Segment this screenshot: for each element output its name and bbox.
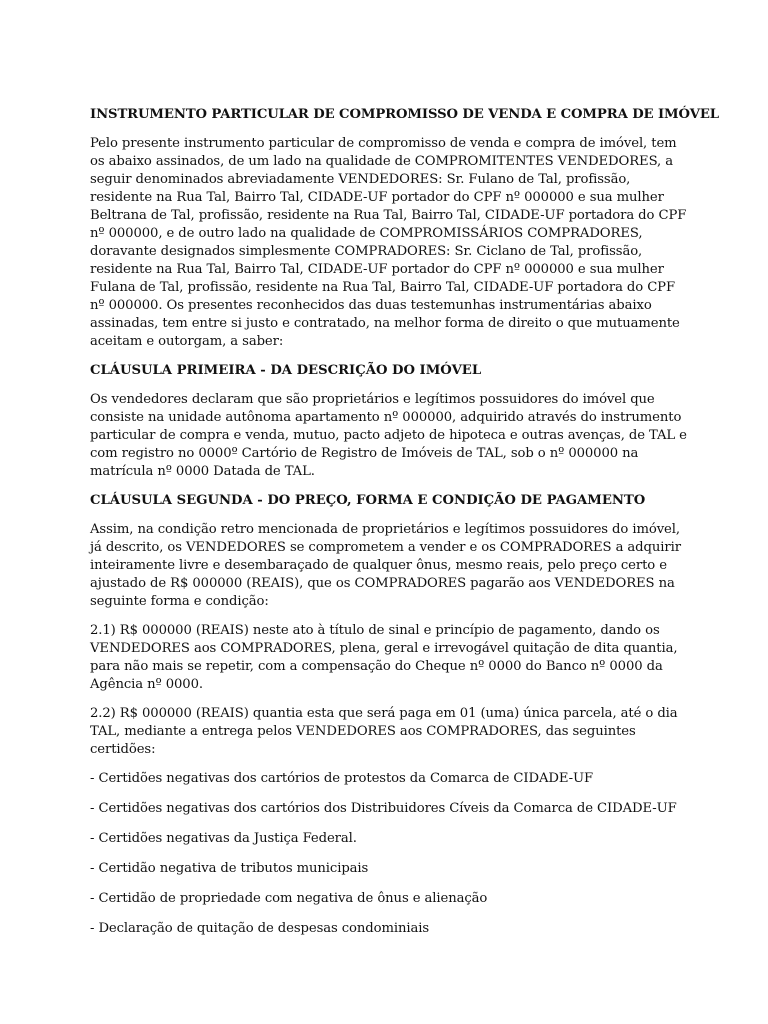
item-2-1-paragraph: 2.1) R$ 000000 (REAIS) neste ato à título de sinal e princípio de pagamento, dando os VENDEDORES aos COMPRADORES, plena, geral e irrevogável quitação de dita quantia, para não mais se repetir, com a compensação do Cheque nº 0000 do Banco nº 0000 da Agência nº 0000. [90,623,678,692]
clause-1-paragraph: Os vendedores declaram que são proprietários e legítimos possuidores do imóvel que consiste na unidade autônoma apartamento nº 000000, adquirido através do instrumento particular de compra e venda, mutuo, pacto adjeto de hipoteca e outras avenças, de TAL e com registro no 0000º Cartório de Registro de Imóveis de TAL, sob o nº 000000 na matrícula nº 0000 Datada de TAL. [90,392,687,479]
list-item: - Certidão de propriedade com negativa de ônus e alienação [90,891,488,906]
list-item: - Certidões negativas dos cartórios de protestos da Comarca de CIDADE-UF [90,771,594,786]
clause-1-heading: CLÁUSULA PRIMEIRA - DA DESCRIÇÃO DO IMÓVEL [90,363,482,378]
list-item: - Certidão negativa de tributos municipais [90,861,369,876]
item-2-2-paragraph: 2.2) R$ 000000 (REAIS) quantia esta que será paga em 01 (uma) única parcela, até o dia TAL, mediante a entrega pelos VENDEDORES aos COMPRADORES, das seguintes certidões: [90,706,678,757]
list-item: - Certidões negativas da Justiça Federal. [90,831,357,846]
document-page [90,106,719,950]
certificate-list [90,770,690,938]
clause-2-heading: CLÁUSULA SEGUNDA - DO PREÇO, FORMA E CONDIÇÃO DE PAGAMENTO [90,493,646,508]
intro-paragraph: Pelo presente instrumento particular de compromisso de venda e compra de imóvel, tem os abaixo assinados, de um lado na qualidade de COMPROMITENTES VENDEDORES, a seguir denominados abreviadamente VENDEDORES: Sr. Fulano de Tal, profissão, residente na Rua Tal, Bairro Tal, CIDADE-UF portador do CPF nº 000000 e sua mulher Beltrana de Tal, profissão, residente na Rua Tal, Bairro Tal, CIDADE-UF portadora do CPF nº 000000, e de outro lado na qualidade de COMPROMISSÁRIOS COMPRADORES, doravante designados simplesmente COMPRADORES: Sr. Ciclano de Tal, profissão, residente na Rua Tal, Bairro Tal, CIDADE-UF portador do CPF nº 000000 e sua mulher Fulana de Tal, profissão, residente na Rua Tal, Bairro Tal, CIDADE-UF portadora do CPF nº 000000. Os presentes reconhecidos das duas testemunhas instrumentárias abaixo assinadas, tem entre si justo e contratado, na melhor forma de direito o que mutuamente aceitam e outorgam, a saber: [90,136,687,349]
document-title: INSTRUMENTO PARTICULAR DE COMPROMISSO DE VENDA E COMPRA DE IMÓVEL [90,107,719,122]
clause-2-paragraph: Assim, na condição retro mencionada de proprietários e legítimos possuidores do imóvel, já descrito, os VENDEDORES se comprometem a vender e os COMPRADORES a adquirir inteiramente livre e desembaraçado de qualquer ônus, mesmo reais, pelo preço certo e ajustado de R$ 000000 (REAIS), que os COMPRADORES pagarão aos VENDEDORES na seguinte forma e condição: [90,522,681,609]
list-item: - Certidões negativas dos cartórios dos Distribuidores Cíveis da Comarca de CIDADE-UF [90,801,677,816]
list-item: - Declaração de quitação de despesas condominiais [90,921,430,936]
